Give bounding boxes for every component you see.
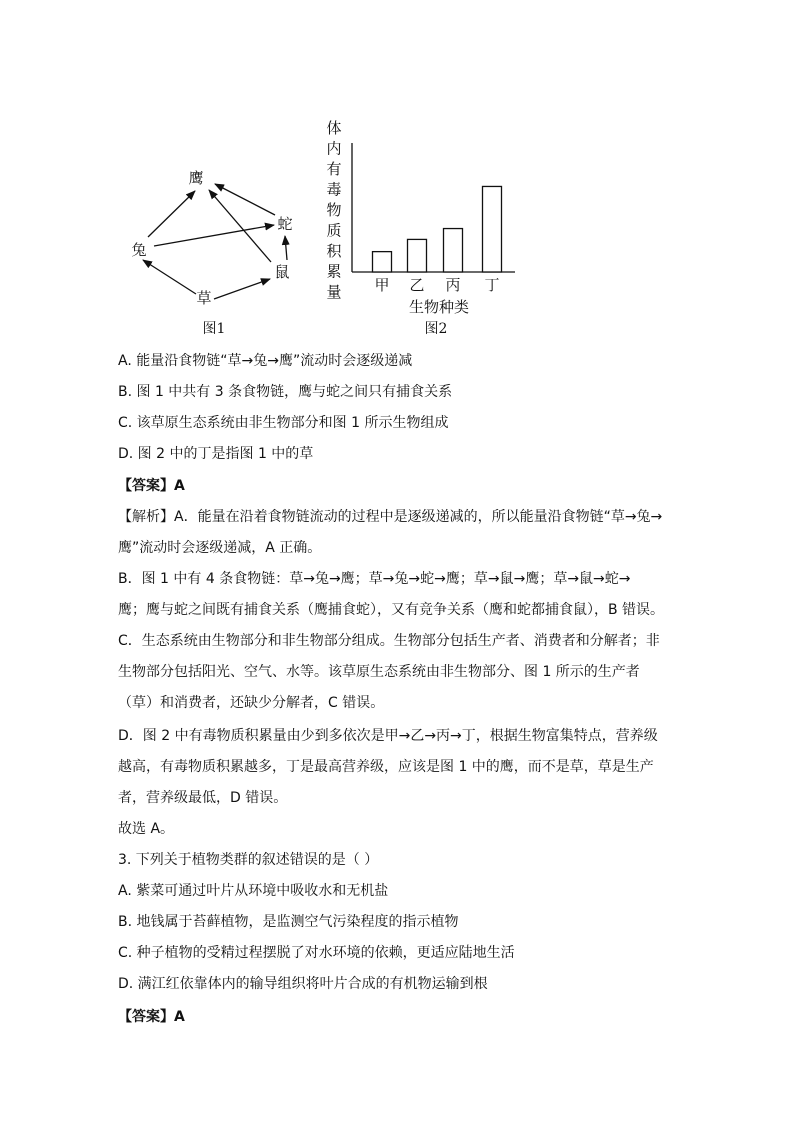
option-b-line: B. 图 1 中共有 3 条食物链，鹰与蛇之间只有捕食关系 [118,384,453,400]
y-label-char: 内 [326,139,342,158]
analysis-line-8: D．图 2 中有毒物质积累量由少到多依次是甲→乙→丙→丁，根据生物富集特点，营养级 [118,728,658,744]
figure2-caption: 图2 [424,321,448,337]
analysis-line-5: C．生态系统由生物部分和非生物部分组成。生物部分包括生产者、消费者和分解者；非 [118,633,660,649]
food-web-diagram [131,169,292,337]
answer-line: 【答案】A [118,478,185,494]
node-mouse: 鼠 [274,263,290,281]
arrow-rabbit-to-snake [154,225,274,246]
y-label-char: 量 [326,283,342,301]
analysis-line-7: （草）和消费者，还缺少分解者，C 错误。 [118,695,385,711]
arrow-mouse-to-snake [285,236,287,260]
option-a-line: A. 能量沿食物链“草→兔→鹰”流动时会逐级递减 [118,353,413,369]
analysis-line-2: 鹰”流动时会逐级递减，A 正确。 [118,540,322,556]
y-label-char: 体 [326,119,342,137]
option-c-line: C. 该草原生态系统由非生物部分和图 1 所示生物组成 [118,415,449,431]
bar-甲 [373,252,392,272]
bar-丙 [444,229,463,272]
analysis-line-1: 【解析】A．能量在沿着食物链流动的过程中是逐级递减的，所以能量沿食物链“草→兔→ [118,509,663,525]
x-tick-labels [374,276,499,294]
arrow-grass-to-rabbit [143,260,196,294]
x-axis-label: 生物种类 [408,298,470,316]
x-tick-label: 丙 [445,276,461,294]
arrow-rabbit-to-eagle [148,191,195,237]
q3-answer-line: 【答案】A [118,1009,185,1025]
y-label-char: 累 [326,262,342,281]
arrow-snake-to-eagle [215,184,275,215]
y-label-char: 物 [326,201,342,219]
x-tick-label: 丁 [484,276,500,294]
figures-area [0,0,794,345]
node-snake: 蛇 [277,215,293,233]
analysis-line-9: 越高，有毒物质积累越多，丁是最高营养级，应该是图 1 中的鹰，而不是草，草是生产 [118,759,654,775]
y-axis-label [326,119,342,301]
y-label-char: 质 [326,221,342,240]
analysis-line-10: 者，营养级最低，D 错误。 [118,790,288,806]
x-tick-label: 乙 [409,276,425,294]
q3-option-b: B. 地钱属于苔藓植物，是监测空气污染程度的指示植物 [118,914,459,930]
bar-乙 [408,239,427,272]
arrow-grass-to-mouse [214,279,270,299]
analysis-line-6: 生物部分包括阳光、空气、水等。该草原生态系统由非生物部分、图 1 所示的生产者 [118,664,640,680]
q3-option-a: A. 紫菜可通过叶片从环境中吸收水和无机盐 [118,883,389,899]
node-rabbit: 兔 [131,241,147,259]
figures-svg [0,0,794,345]
option-d-line: D. 图 2 中的丁是指图 1 中的草 [118,446,314,462]
figure1-caption: 图1 [202,321,226,337]
arrow-mouse-to-eagle [209,190,271,262]
y-label-char: 积 [326,242,342,260]
x-tick-label: 甲 [374,276,390,294]
analysis-line-4: 鹰；鹰与蛇之间既有捕食关系（鹰捕食蛇），又有竞争关系（鹰和蛇都捕食鼠），B 错误。 [118,602,665,618]
y-label-char: 毒 [326,180,342,199]
y-label-char: 有 [326,160,342,178]
analysis-line-3: B．图 1 中有 4 条食物链：草→兔→鹰；草→兔→蛇→鹰；草→鼠→鹰；草→鼠→蛇→ [118,571,631,587]
conclusion-line: 故选 A。 [118,821,175,837]
bars [373,186,502,272]
bar-丁 [483,186,502,272]
bar-chart [326,119,515,337]
node-grass: 草 [196,289,212,307]
node-eagle: 鹰 [188,169,204,187]
question-3-stem: 3. 下列关于植物类群的叙述错误的是（ ） [118,852,379,868]
q3-option-c: C. 种子植物的受精过程摆脱了对水环境的依赖，更适应陆地生活 [118,945,515,961]
q3-option-d: D. 满江红依靠体内的输导组织将叶片合成的有机物运输到根 [118,976,488,992]
